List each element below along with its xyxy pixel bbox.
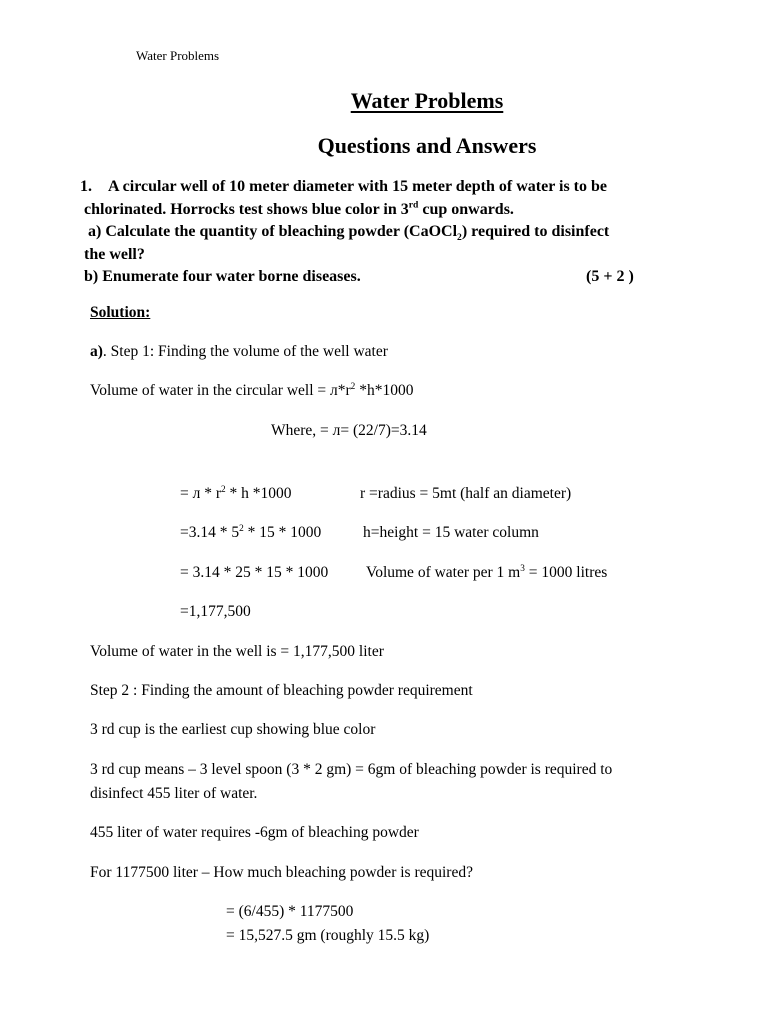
question-line-5: b) Enumerate four water borne diseases. (84, 268, 361, 285)
question-line-2: chlorinated. Horrocks test shows blue color in 3rd cup onwards. (84, 199, 514, 218)
answer-line-1: = (6/455) * 1177500 (226, 903, 354, 920)
question-number: 1. (80, 178, 92, 195)
solution-heading: Solution: (90, 304, 151, 321)
calc-line-2: $=3.14 * 5^2 * 15 * 1000$ (180, 523, 322, 541)
calc-note-2: h=height = 15 water column (363, 524, 539, 541)
where-line: Where, = л= (22/7)=3.14 (271, 422, 427, 439)
requires-line: 455 liter of water requires -6gm of bleaching powder (90, 824, 419, 841)
question-line-3: a) Calculate the quantity of bleaching powder (CaOCl$_2$) required to disinfect (88, 223, 610, 244)
volume-formula: Volume of water in the circular well = $л*r^2$ *h*1000 (90, 381, 414, 399)
calc-line-3: = 3.14 * 25 * 15 * 1000 (180, 564, 329, 581)
volume-result: Volume of water in the well is = 1,177,500 liter (90, 643, 384, 660)
calc-line-1: = л * $r^2$ * h *1000 (180, 484, 292, 502)
cup-means-line-2: disinfect 455 liter of water. (90, 785, 258, 802)
question-line-4: the well? (84, 246, 145, 263)
running-header: Water Problems (136, 48, 220, 63)
question-marks: (5 + 2 ) (586, 268, 634, 285)
calc-note-3: Volume of water per 1 $m^3 = 1000$ litres (366, 563, 608, 581)
page-title: Water Problems (350, 88, 504, 113)
question-calc-line: For 1177500 liter – How much bleaching powder is required? (90, 864, 473, 881)
calc-line-4: =1,177,500 (180, 603, 251, 620)
page-subtitle: Questions and Answers (317, 133, 537, 158)
step2-line: Step 2 : Finding the amount of bleaching powder requirement (90, 682, 473, 699)
step1-line: a). Step 1: Finding the volume of the well water (90, 343, 388, 360)
cup-line: 3 rd cup is the earliest cup showing blue color (90, 721, 376, 738)
cup-means-line-1: 3 rd cup means – 3 level spoon (3 * 2 gm) = 6gm of bleaching powder is required to (90, 761, 613, 778)
answer-line-2: = 15,527.5 gm (roughly 15.5 kg) (226, 927, 430, 944)
question-line-1: A circular well of 10 meter diameter with 15 meter depth of water is to be (108, 178, 607, 195)
calc-note-1: r =radius = 5mt (half an diameter) (360, 485, 572, 502)
